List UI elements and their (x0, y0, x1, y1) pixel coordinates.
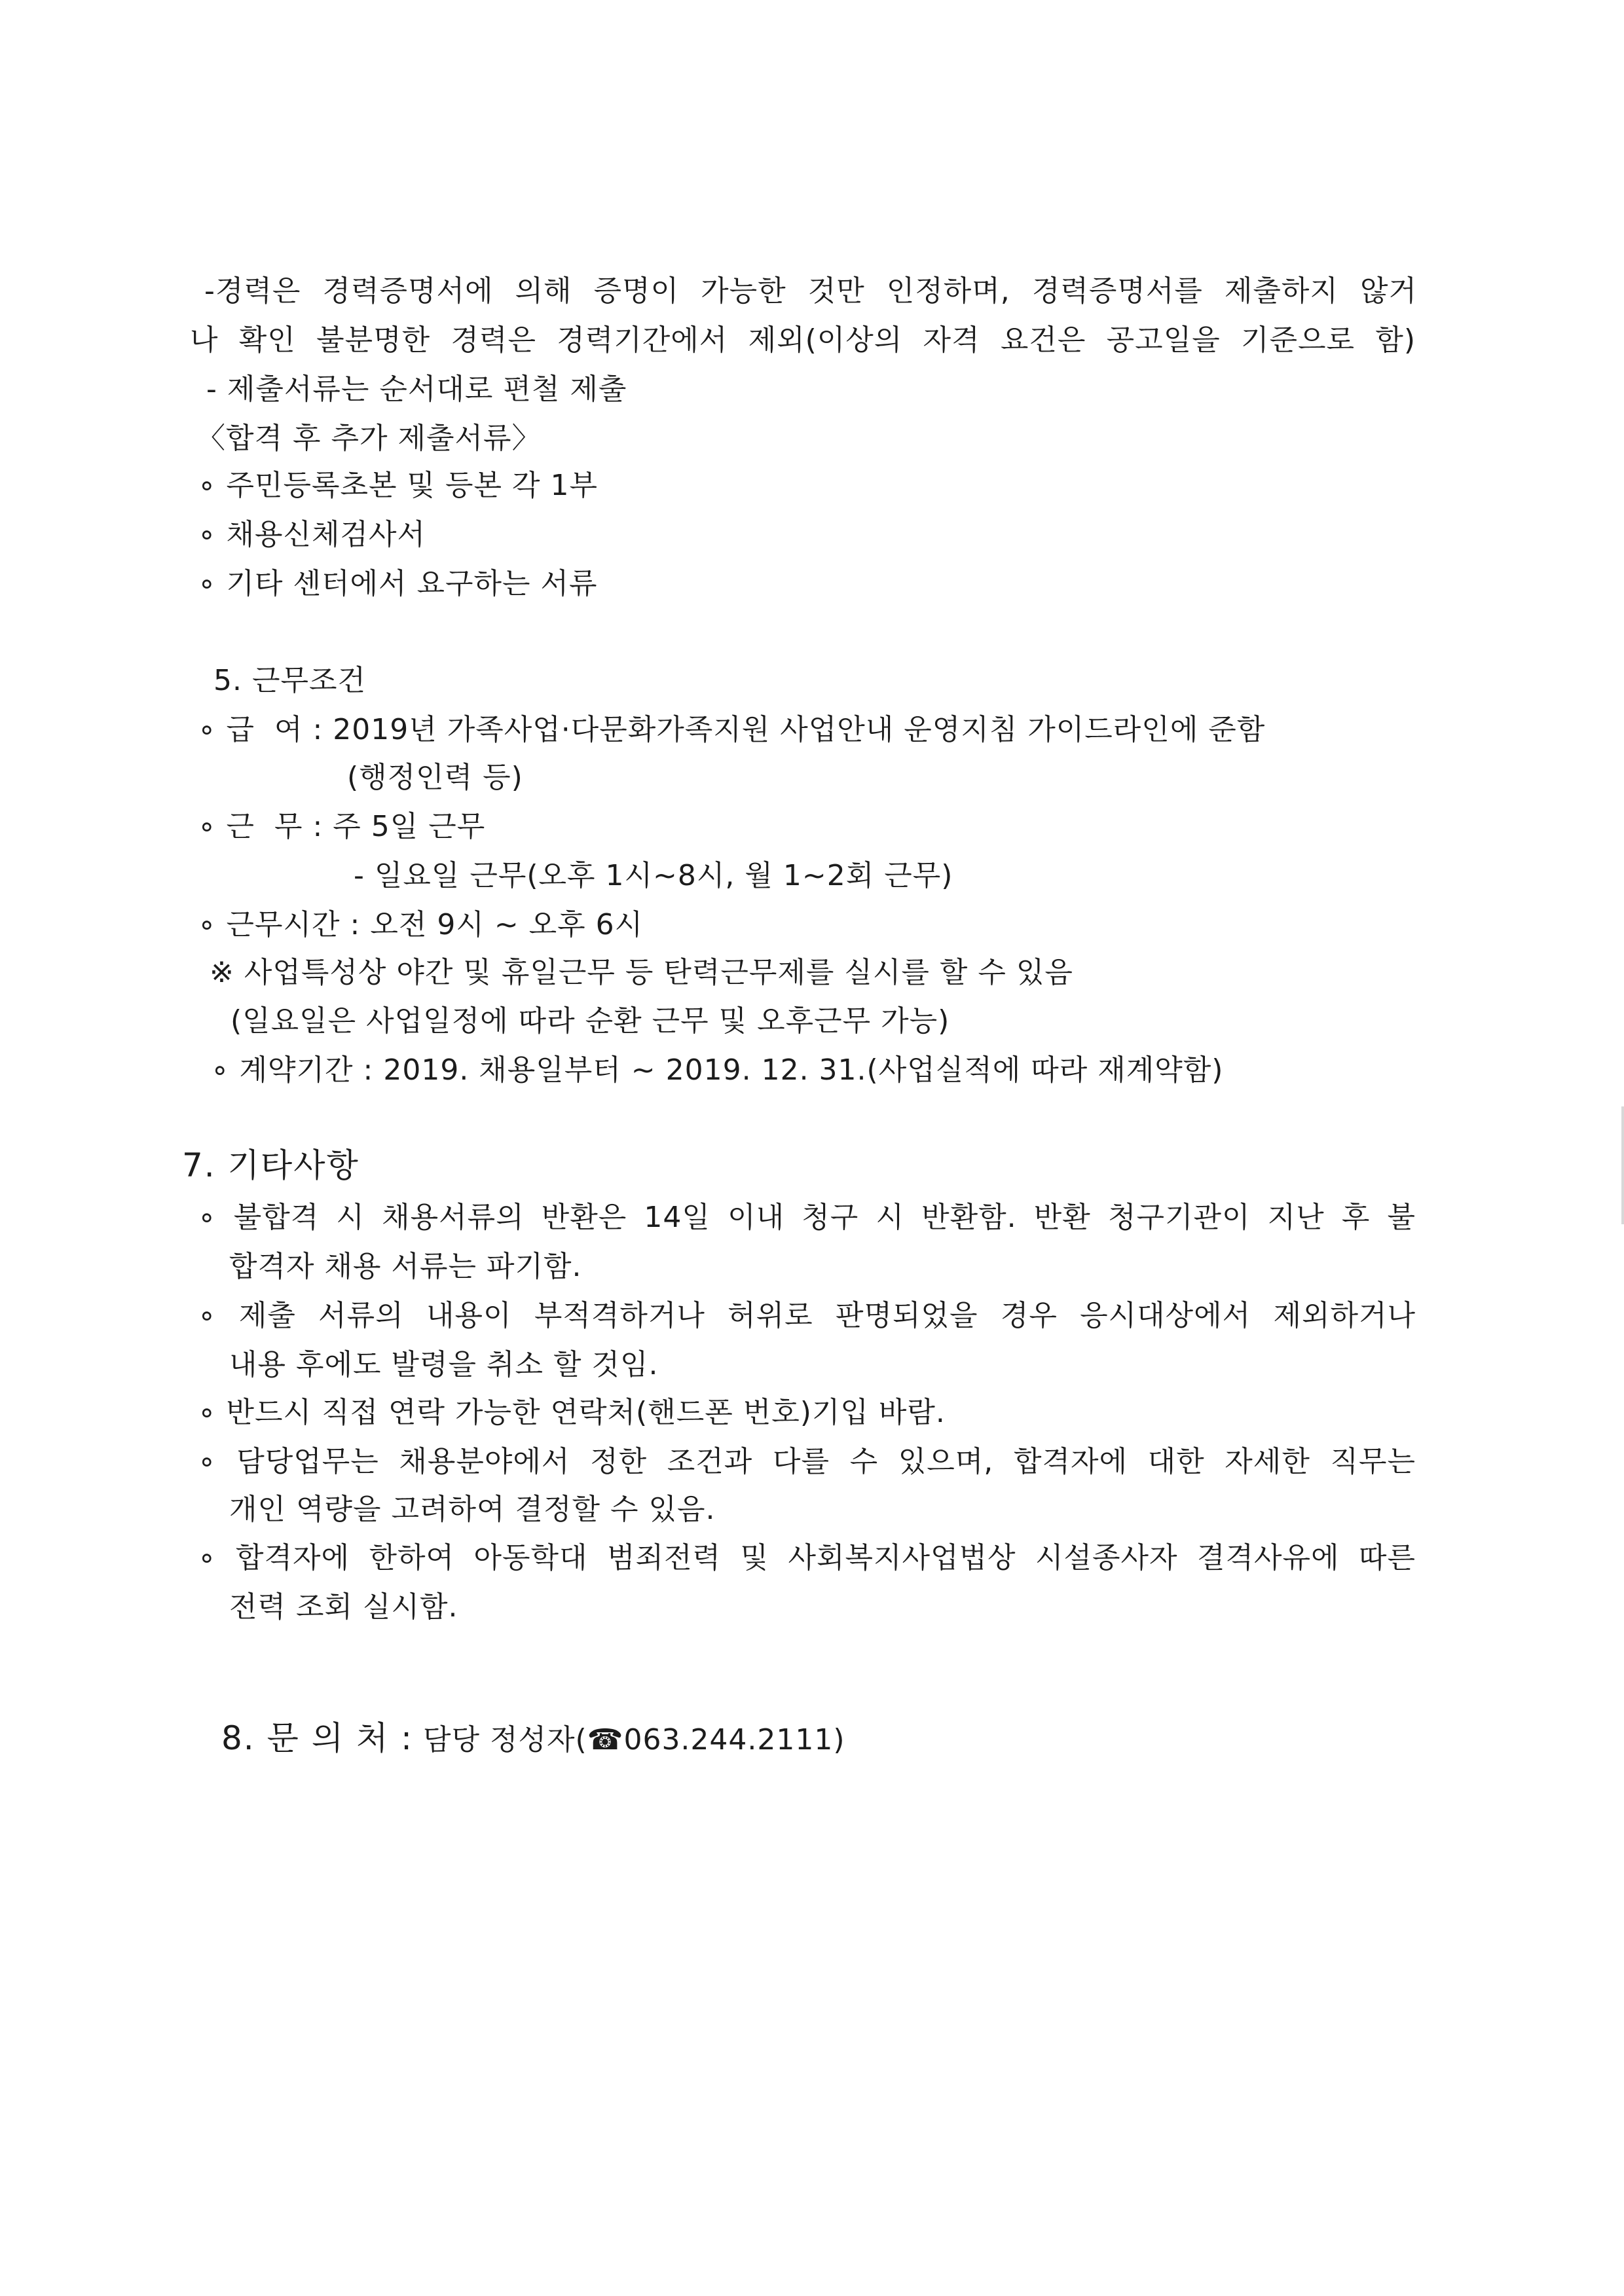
other-item-5-line-1: ∘ 합격자에 한하여 아동학대 범죄전력 및 사회복지사업법상 시설종사자 결격사유에 따른 (198, 1541, 1416, 1575)
section-7-heading: 7. 기타사항 (182, 1146, 360, 1184)
work-hours-line: ∘ 근무시간 : 오전 9시 ~ 오후 6시 (198, 908, 644, 941)
list-item-resident-registration: ∘ 주민등록초본 및 등본 각 1부 (198, 469, 599, 502)
other-item-4-line-1: ∘ 담당업무는 채용분야에서 정한 조건과 다를 수 있으며, 합격자에 대한 자세한 직무는 (198, 1445, 1416, 1478)
other-item-5-line-2: 전력 조회 실시함. (229, 1590, 458, 1624)
list-item-health-check: ∘ 채용신체검사서 (198, 518, 426, 551)
flexible-work-note: ※ 사업특성상 야간 및 휴일근무 등 탄력근무제를 실시를 할 수 있음 (210, 956, 1073, 989)
career-note-line-2: 나 확인 불분명한 경력은 경력기간에서 제외(이상의 자격 요건은 공고일을 기준으로 함) (190, 323, 1416, 357)
list-item-other-documents: ∘ 기타 센터에서 요구하는 서류 (198, 567, 598, 600)
salary-note: (행정인력 등) (347, 761, 523, 794)
section-8-contact-line (182, 1679, 845, 1799)
contract-period-line: ∘ 계약기간 : 2019. 채용일부터 ~ 2019. 12. 31.(사업실적에 따라 재계약함) (211, 1053, 1224, 1087)
additional-documents-heading: 〈합격 후 추가 제출서류〉 (196, 422, 542, 455)
submission-order-note: - 제출서류는 순서대로 편철 제출 (196, 373, 627, 406)
other-item-2-line-2: 내용 후에도 발령을 취소 할 것임. (229, 1348, 659, 1381)
other-item-3: ∘ 반드시 직접 연락 가능한 연락처(핸드폰 번호)기입 바람. (198, 1396, 946, 1429)
section-8-heading: 8. 문 의 처 : (221, 1719, 413, 1757)
other-item-2-line-1: ∘ 제출 서류의 내용이 부적격하거나 허위로 판명되었을 경우 응시대상에서 제외하거나 (198, 1299, 1416, 1332)
work-days-line: ∘ 근 무 : 주 5일 근무 (198, 810, 486, 843)
sunday-work-note: - 일요일 근무(오후 1시~8시, 월 1~2회 근무) (354, 859, 953, 892)
salary-line: ∘ 급 여 : 2019년 가족사업·다문화가족지원 사업안내 운영지침 가이드라인에 준함 (198, 713, 1266, 746)
contact-info: 담당 정성자(☎063.244.2111) (413, 1723, 845, 1757)
other-item-1-line-1: ∘ 불합격 시 채용서류의 반환은 14일 이내 청구 시 반환함. 반환 청구기관이 지난 후 불 (198, 1201, 1416, 1234)
career-note-line-1: -경력은 경력증명서에 의해 증명이 가능한 것만 인정하며, 경력증명서를 제출하지 않거 (204, 274, 1417, 308)
sunday-schedule-note: (일요일은 사업일정에 따라 순환 근무 및 오후근무 가능) (231, 1004, 950, 1038)
section-5-heading: 5. 근무조건 (213, 664, 366, 697)
other-item-1-line-2: 합격자 채용 서류는 파기함. (229, 1250, 582, 1283)
other-item-4-line-2: 개인 역량을 고려하여 결정할 수 있음. (229, 1493, 716, 1526)
scan-edge-mark (1621, 1106, 1624, 1224)
